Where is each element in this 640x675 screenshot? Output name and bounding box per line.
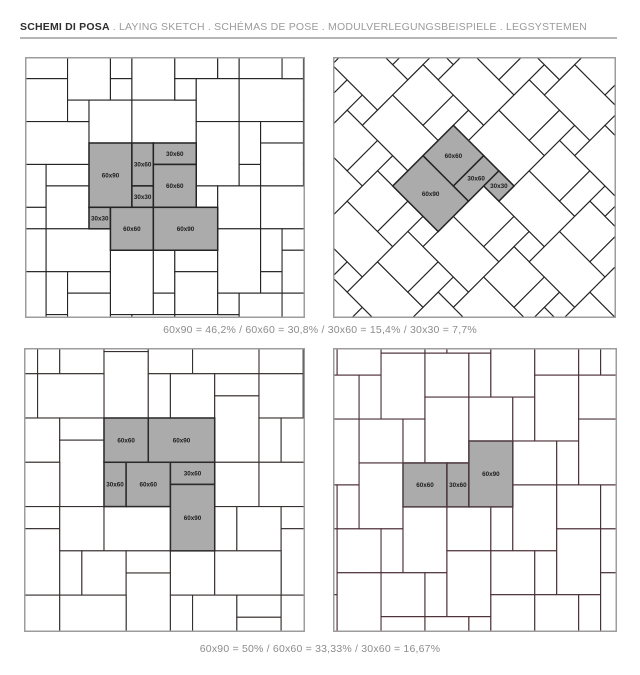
tile xyxy=(25,207,46,228)
tile xyxy=(218,229,261,293)
tile xyxy=(239,293,282,318)
tile xyxy=(359,375,381,419)
tile xyxy=(153,250,174,293)
tile xyxy=(60,440,104,506)
tile xyxy=(425,353,469,397)
tile xyxy=(601,573,617,632)
tile xyxy=(175,272,218,315)
caption-bottom-row: 60x90 = 50% / 60x60 = 33,33% / 30x60 = 16,67% xyxy=(199,643,441,655)
tile xyxy=(193,348,259,374)
tile xyxy=(513,397,535,441)
tile xyxy=(170,551,214,595)
tile-format-label: 60x60 xyxy=(139,481,158,489)
tile-format-label: 60x60 xyxy=(117,437,135,445)
tile xyxy=(469,397,513,441)
tile xyxy=(513,485,557,551)
tile xyxy=(25,229,46,272)
tile xyxy=(237,507,281,551)
tile xyxy=(239,164,260,185)
tile xyxy=(425,397,469,463)
tile xyxy=(469,353,491,397)
tile xyxy=(82,551,126,595)
tile xyxy=(175,57,218,79)
tile xyxy=(259,348,303,374)
laying-pattern-3-formats-b xyxy=(333,348,617,632)
tile xyxy=(175,79,196,100)
tile xyxy=(46,164,89,185)
tile xyxy=(196,186,217,207)
tile xyxy=(261,122,304,143)
page-title: SCHEMI DI POSA xyxy=(20,21,110,33)
tile xyxy=(535,375,579,441)
tile xyxy=(170,595,192,632)
header-divider xyxy=(20,37,617,39)
tile-format-label: 60x60 xyxy=(416,482,434,490)
tile xyxy=(68,272,111,293)
tile xyxy=(513,441,557,485)
tile xyxy=(337,573,381,632)
laying-pattern-3-formats-a xyxy=(24,348,305,632)
tile-format-label: 60x90 xyxy=(183,514,202,522)
tile xyxy=(579,595,601,632)
tile xyxy=(218,186,261,229)
tile xyxy=(215,374,259,396)
tile xyxy=(282,57,303,78)
tile xyxy=(261,272,282,293)
tile-format-label: 60x90 xyxy=(421,190,440,198)
tile xyxy=(68,293,111,318)
tile xyxy=(579,419,617,485)
tile xyxy=(148,348,192,374)
tile-format-label: 30x60 xyxy=(166,150,184,158)
tile xyxy=(46,272,67,315)
page-header xyxy=(20,21,620,33)
tile xyxy=(261,143,304,186)
tile xyxy=(535,348,579,375)
tile xyxy=(46,186,89,229)
tile xyxy=(261,229,282,272)
tile xyxy=(60,595,126,632)
tile xyxy=(104,352,148,418)
tile xyxy=(25,57,68,78)
tile-format-label: 60x90 xyxy=(101,172,120,180)
tile xyxy=(579,375,617,419)
tile xyxy=(403,419,425,463)
tile xyxy=(170,374,214,418)
tile xyxy=(24,507,60,529)
tile xyxy=(333,375,359,419)
tile xyxy=(215,396,259,462)
tile xyxy=(491,507,513,551)
tile xyxy=(38,374,104,418)
tile xyxy=(447,507,491,551)
tile-format-label: 30x60 xyxy=(449,482,467,490)
tile xyxy=(333,419,359,485)
tile xyxy=(148,374,170,418)
tile xyxy=(282,229,305,250)
tile xyxy=(381,529,403,573)
tile xyxy=(239,122,260,165)
tile-format-label: 60x60 xyxy=(444,152,463,160)
tile xyxy=(601,348,617,375)
caption-top-row: 60x90 = 46,2% / 60x60 = 30,8% / 30x60 = 15,4% / 30x30 = 7,7% xyxy=(163,324,477,336)
tile xyxy=(132,57,175,100)
tile xyxy=(24,462,60,506)
tile xyxy=(359,463,403,529)
tile xyxy=(425,617,469,632)
tile-format-label: 30x30 xyxy=(90,215,109,223)
tile-format-label: 30x30 xyxy=(490,183,508,191)
tile xyxy=(24,418,60,462)
tile xyxy=(381,353,425,419)
tile xyxy=(110,57,131,79)
tile xyxy=(359,419,403,463)
tile-format-label: 60x90 xyxy=(172,437,191,445)
tile xyxy=(469,617,491,632)
tile xyxy=(259,374,303,418)
tile xyxy=(557,485,601,529)
tile xyxy=(89,100,132,143)
tile xyxy=(281,507,305,529)
tile xyxy=(557,441,579,485)
tile xyxy=(237,617,281,632)
tile xyxy=(259,418,281,462)
tile-format-label: 60x90 xyxy=(482,471,500,479)
tile xyxy=(110,79,131,100)
tile xyxy=(68,100,89,121)
tile xyxy=(491,595,535,632)
tile xyxy=(104,507,170,551)
tile xyxy=(196,122,239,186)
laying-pattern-4-formats-straight xyxy=(25,57,305,318)
tile xyxy=(60,507,104,551)
tile xyxy=(24,529,60,595)
tile xyxy=(60,551,82,595)
tile xyxy=(38,348,60,374)
page-subtitle: . LAYING SKETCH . SCHÉMAS DE POSE . MODULVERLEGUNGSBEISPIELE . LEGSYSTEMEN xyxy=(112,21,587,33)
tile xyxy=(215,507,237,551)
tile-format-label: 60x60 xyxy=(123,226,141,233)
tile xyxy=(215,551,281,595)
tile xyxy=(557,529,601,595)
tile xyxy=(68,57,111,100)
tile xyxy=(196,79,239,122)
tile xyxy=(447,551,491,617)
laying-pattern-4-formats-diagonal xyxy=(333,57,616,318)
tile xyxy=(175,250,218,271)
tile xyxy=(281,595,305,632)
tile xyxy=(60,348,104,374)
tile xyxy=(425,573,447,617)
tile xyxy=(601,529,617,573)
tile xyxy=(132,100,196,143)
tile xyxy=(25,122,89,165)
tile-format-label: 30x60 xyxy=(133,161,152,169)
tile xyxy=(126,551,170,573)
tile xyxy=(215,462,259,506)
tile xyxy=(24,348,38,374)
tile xyxy=(259,462,305,506)
tile xyxy=(491,348,535,397)
tile-format-label: 30x30 xyxy=(133,193,152,201)
tile xyxy=(403,507,447,573)
tile-format-label: 30x60 xyxy=(467,175,485,183)
tile xyxy=(337,485,359,529)
tile xyxy=(381,617,425,632)
tile xyxy=(239,79,303,122)
tile xyxy=(601,485,617,529)
tile xyxy=(60,418,104,440)
tile xyxy=(126,573,170,632)
tile xyxy=(282,250,305,293)
tile xyxy=(381,573,425,617)
tile xyxy=(24,595,60,632)
tile xyxy=(24,374,38,418)
tile xyxy=(218,293,239,314)
tile xyxy=(110,250,153,314)
tile xyxy=(193,595,237,632)
tile xyxy=(535,551,557,595)
tile xyxy=(25,79,68,122)
tile xyxy=(25,272,46,318)
tile xyxy=(237,595,281,617)
tile xyxy=(337,529,381,573)
tile xyxy=(25,164,46,207)
tile xyxy=(579,348,601,375)
tile xyxy=(337,348,381,375)
tile xyxy=(239,57,282,79)
tile xyxy=(535,595,579,632)
tile xyxy=(218,57,239,78)
tile-format-label: 30x60 xyxy=(183,470,202,478)
tile-format-label: 30x60 xyxy=(106,481,124,489)
tile xyxy=(281,529,305,595)
tile xyxy=(282,293,305,318)
tile xyxy=(281,418,305,462)
tile xyxy=(491,551,535,595)
tile xyxy=(153,293,174,314)
tile xyxy=(46,229,110,272)
tile-format-label: 60x90 xyxy=(176,226,195,233)
tile-format-label: 60x60 xyxy=(166,183,184,191)
tile xyxy=(261,186,305,229)
